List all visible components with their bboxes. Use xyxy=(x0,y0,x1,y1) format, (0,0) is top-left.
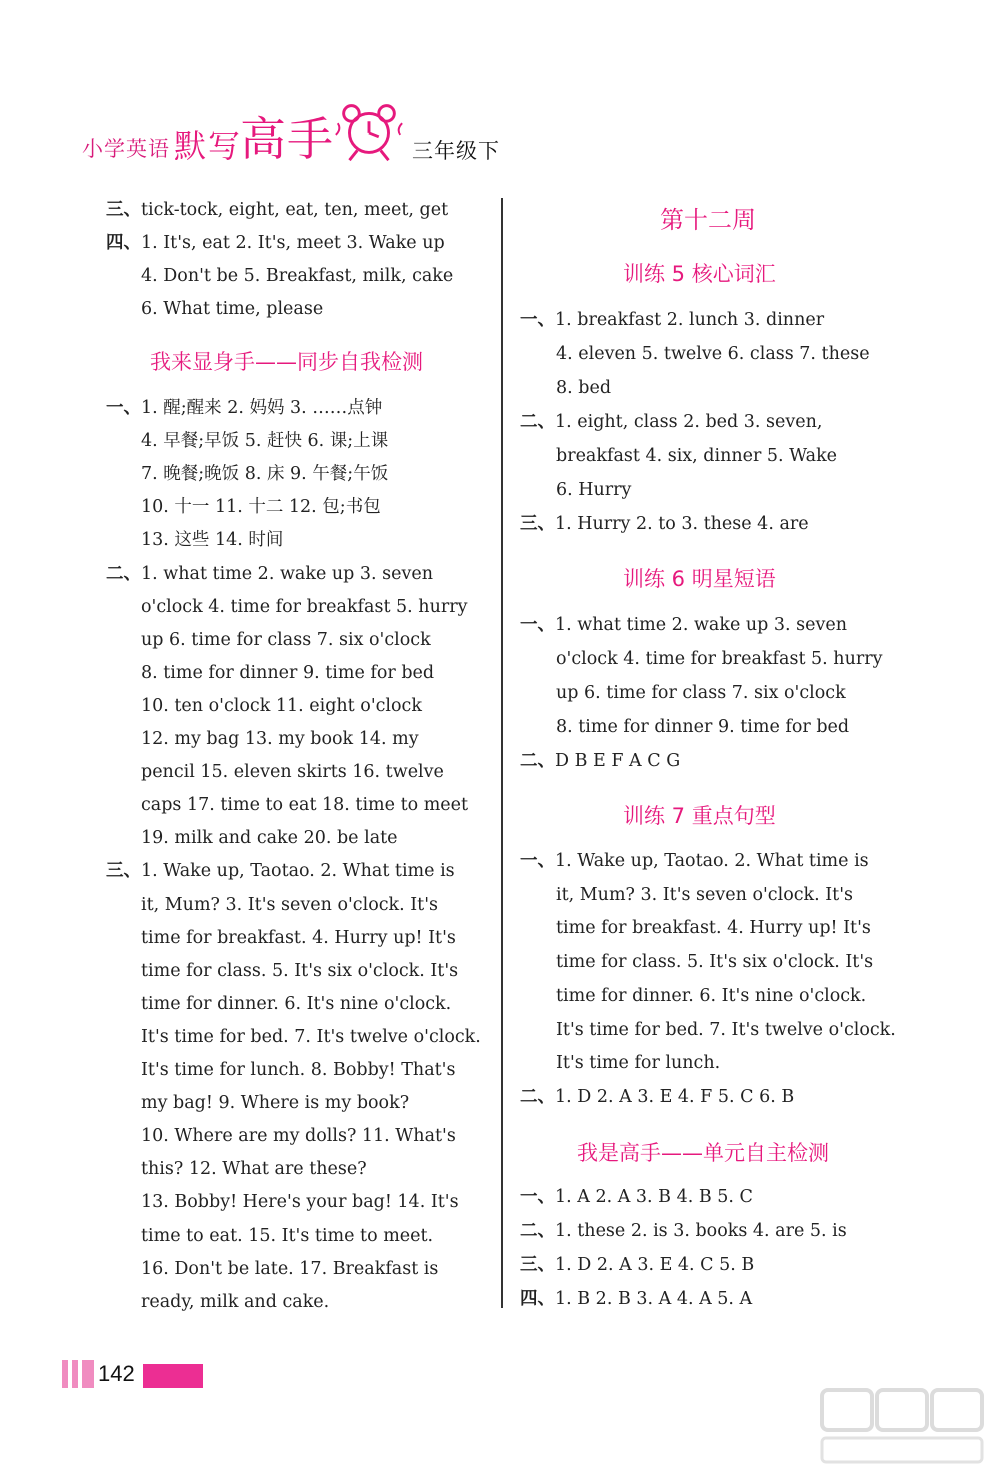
page-bar xyxy=(143,1364,203,1388)
answer-line: 7. 晚餐;晚饭 8. 床 9. 午餐;午饭 xyxy=(141,464,389,485)
answer-line: time for class. 5. It's six o'clock. It's xyxy=(141,960,459,981)
answer-line: 4. 早餐;早饭 5. 赶快 6. 课;上课 xyxy=(141,431,389,452)
page-marker xyxy=(62,1360,94,1388)
answer-line: 二、1. D 2. A 3. E 4. F 5. C 6. B xyxy=(520,1086,795,1107)
answer-line: my bag! 9. Where is my book? xyxy=(141,1093,410,1114)
series-title-small: 小学英语 xyxy=(82,137,170,161)
answer-line: 四、1. B 2. B 3. A 4. A 5. A xyxy=(520,1289,753,1309)
answer-line: 8. time for dinner 9. time for bed xyxy=(141,662,435,683)
answer-line: time for dinner. 6. It's nine o'clock. xyxy=(556,985,867,1006)
alarm-clock-icon xyxy=(330,95,408,165)
answer-line: 4. eleven 5. twelve 6. class 7. these xyxy=(556,344,870,364)
answer-line: 三、tick-tock, eight, eat, ten, meet, get xyxy=(106,200,449,220)
answer-line: 8. bed xyxy=(556,378,612,398)
answer-line: time for breakfast. 4. Hurry up! It's xyxy=(141,927,456,948)
answer-line: It's time for lunch. 8. Bobby! That's xyxy=(141,1060,456,1080)
answer-line: time for dinner. 6. It's nine o'clock. xyxy=(141,993,452,1014)
answer-line: 16. Don't be late. 17. Breakfast is xyxy=(141,1258,439,1279)
answer-line: 二、1. these 2. is 3. books 4. are 5. is xyxy=(520,1221,847,1241)
answer-line: 二、1. eight, class 2. bed 3. seven, xyxy=(520,412,823,432)
answer-line: caps 17. time to eat 18. time to meet xyxy=(141,795,469,816)
section-heading: 训练 7 重点句型 xyxy=(623,804,776,828)
answer-line: pencil 15. eleven skirts 16. twelve xyxy=(141,762,444,783)
answer-line: 三、1. D 2. A 3. E 4. C 5. B xyxy=(520,1255,755,1275)
answer-line: 一、1. A 2. A 3. B 4. B 5. C xyxy=(520,1187,753,1207)
answer-line: 8. time for dinner 9. time for bed xyxy=(556,717,850,737)
answer-line: time for breakfast. 4. Hurry up! It's xyxy=(556,918,871,939)
page-number: 142 xyxy=(98,1361,135,1386)
answer-line: 6. Hurry xyxy=(556,480,632,500)
week-title: 第十二周 xyxy=(660,206,756,234)
answer-line: 10. ten o'clock 11. eight o'clock xyxy=(141,695,422,716)
section-heading: 训练 5 核心词汇 xyxy=(623,262,776,286)
answer-line: 6. What time, please xyxy=(141,299,324,319)
series-title-huge: 高手 xyxy=(240,112,334,166)
book-header xyxy=(82,95,602,175)
series-title-big: 默写 xyxy=(174,127,243,165)
answer-line: up 6. time for class 7. six o'clock xyxy=(141,629,431,650)
answer-line: this? 12. What are these? xyxy=(141,1159,367,1180)
answer-line: 二、1. what time 2. wake up 3. seven xyxy=(106,563,434,584)
answer-line: 10. 十一 11. 十二 12. 包;书包 xyxy=(141,497,381,518)
answer-line: up 6. time for class 7. six o'clock xyxy=(556,683,846,703)
answer-line: it, Mum? 3. It's seven o'clock. It's xyxy=(141,894,439,915)
section-heading: 训练 6 明星短语 xyxy=(623,567,776,591)
section-heading: 我来显身手——同步自我检测 xyxy=(150,350,423,374)
answer-line: 一、1. Wake up, Taotao. 2. What time is xyxy=(520,851,869,871)
answer-line: time to eat. 15. It's time to meet. xyxy=(141,1225,434,1246)
answer-line: 4. Don't be 5. Breakfast, milk, cake xyxy=(141,266,454,286)
answer-line: o'clock 4. time for breakfast 5. hurry xyxy=(141,596,468,617)
answer-line: it, Mum? 3. It's seven o'clock. It's xyxy=(556,884,854,905)
answer-line: 13. Bobby! Here's your bag! 14. It's xyxy=(141,1192,459,1213)
watermark-logo xyxy=(812,1380,992,1470)
answer-line: 一、1. what time 2. wake up 3. seven xyxy=(520,615,848,635)
answer-line: 一、1. 醒;醒来 2. 妈妈 3. ……点钟 xyxy=(106,398,383,418)
column-divider xyxy=(501,198,503,1308)
answer-line: 12. my bag 13. my book 14. my xyxy=(141,729,419,749)
answer-line: 10. Where are my dolls? 11. What's xyxy=(141,1126,456,1147)
answer-line: 一、1. breakfast 2. lunch 3. dinner xyxy=(520,310,825,330)
answer-line: breakfast 4. six, dinner 5. Wake xyxy=(556,446,838,466)
answer-line: ready, milk and cake. xyxy=(141,1291,330,1312)
answer-line: 三、1. Hurry 2. to 3. these 4. are xyxy=(520,514,809,534)
answer-line: 19. milk and cake 20. be late xyxy=(141,828,398,849)
answer-line: 三、1. Wake up, Taotao. 2. What time is xyxy=(106,861,455,882)
section-heading: 我是高手——单元自主检测 xyxy=(577,1141,829,1165)
answer-line: It's time for bed. 7. It's twelve o'clock. xyxy=(556,1019,896,1040)
answer-line: 13. 这些 14. 时间 xyxy=(141,530,284,551)
answer-line: 二、D B E F A C G xyxy=(520,751,681,771)
answer-line: It's time for lunch. xyxy=(556,1053,721,1074)
answer-line: It's time for bed. 7. It's twelve o'clock. xyxy=(141,1026,481,1047)
answer-line: 四、1. It's, eat 2. It's, meet 3. Wake up xyxy=(106,233,445,253)
answer-line: time for class. 5. It's six o'clock. It's xyxy=(556,952,874,973)
answer-line: o'clock 4. time for breakfast 5. hurry xyxy=(556,649,883,669)
grade-label: 三年级下 xyxy=(412,139,500,163)
